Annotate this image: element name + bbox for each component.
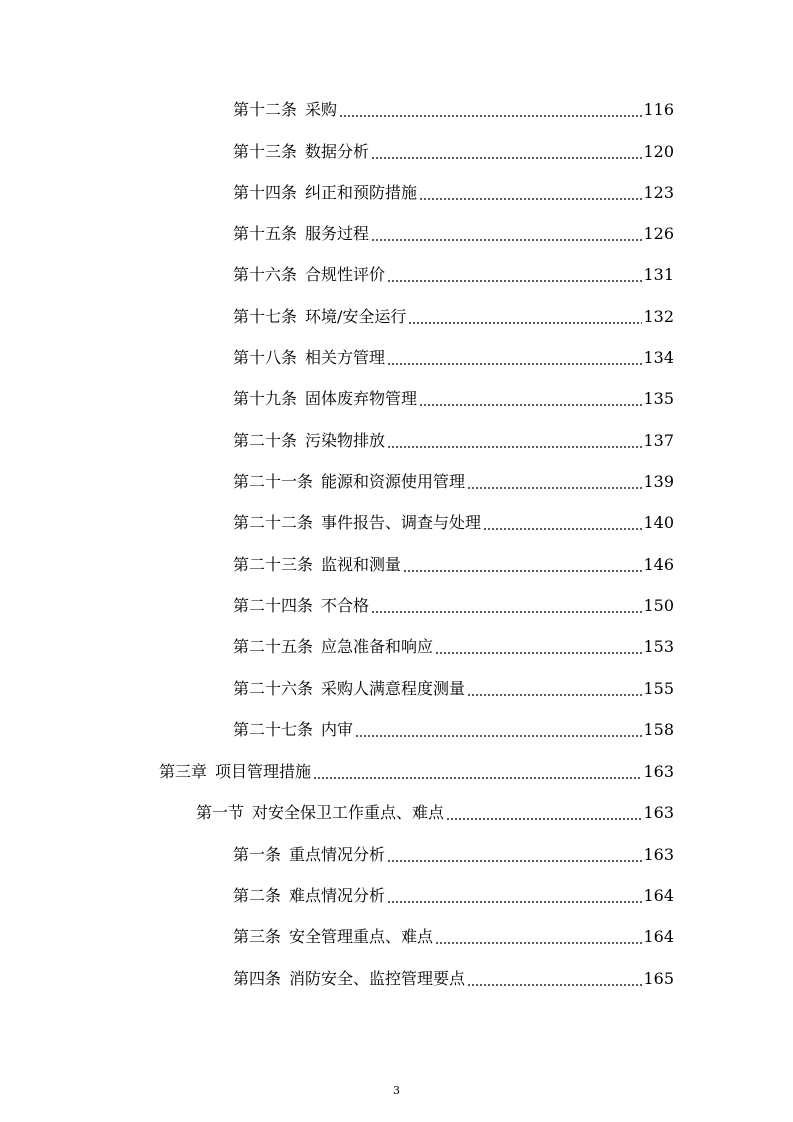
- dot-leader: [387, 901, 642, 903]
- toc-entry-number: 第二十三条: [233, 555, 314, 574]
- page-number: 3: [393, 1084, 400, 1097]
- toc-entry-page: 153: [643, 637, 674, 656]
- toc-entry-number: 第十三条: [233, 142, 298, 161]
- toc-entry-number: 第二十条: [233, 431, 298, 450]
- toc-entry-chapter[interactable]: [159, 760, 674, 784]
- toc-entry-page: 116: [643, 100, 674, 119]
- toc-entry-title: 数据分析: [305, 142, 370, 161]
- toc-entry-title: 安全管理重点、难点: [289, 927, 434, 946]
- toc-entry[interactable]: [233, 718, 674, 742]
- toc-entry-page: 165: [643, 969, 674, 988]
- toc-entry-title: 服务过程: [305, 224, 370, 243]
- toc-entry-number: 第二十六条: [233, 679, 314, 698]
- toc-entry-page: 155: [643, 679, 674, 698]
- toc-entry-page: 140: [643, 513, 674, 532]
- toc-entry-page: 120: [643, 142, 674, 161]
- dot-leader: [419, 404, 642, 406]
- dot-leader: [408, 322, 642, 324]
- toc-entry[interactable]: [233, 140, 674, 164]
- toc-entry[interactable]: [233, 967, 674, 991]
- toc-entry[interactable]: [233, 843, 674, 867]
- toc-entry-title: 不合格: [321, 596, 370, 615]
- dot-leader: [371, 239, 642, 241]
- toc-entry[interactable]: [233, 553, 674, 577]
- toc-entry-number: 第四条: [233, 969, 282, 988]
- toc-entry-number: 第十九条: [233, 389, 298, 408]
- toc-entry[interactable]: [233, 470, 674, 494]
- dot-leader: [467, 694, 642, 696]
- toc-entry[interactable]: [233, 387, 674, 411]
- dot-leader: [387, 363, 642, 365]
- dot-leader: [403, 570, 642, 572]
- dot-leader: [446, 818, 642, 820]
- toc-entry-title: 环境/安全运行: [305, 307, 407, 326]
- toc-entry-page: 137: [643, 431, 674, 450]
- toc-entry-number: 第二十五条: [233, 637, 314, 656]
- toc-entry-page: 163: [643, 803, 674, 822]
- toc-entry-page: 134: [643, 348, 674, 367]
- toc-entry-page: 139: [643, 472, 674, 491]
- toc-entry-title: 污染物排放: [305, 431, 386, 450]
- toc-entry-number: 第一节: [196, 803, 245, 822]
- toc-entry-number: 第二条: [233, 886, 282, 905]
- dot-leader: [483, 528, 642, 530]
- toc-entry-page: 164: [643, 927, 674, 946]
- dot-leader: [467, 487, 642, 489]
- toc-entry-title: 项目管理措施: [215, 762, 312, 781]
- toc-entry-number: 第十八条: [233, 348, 298, 367]
- toc-entry-page: 164: [643, 886, 674, 905]
- dot-leader: [435, 652, 642, 654]
- toc-entry-title: 相关方管理: [305, 348, 386, 367]
- toc-entry-page: 132: [643, 307, 674, 326]
- toc-entry-title: 事件报告、调查与处理: [321, 513, 482, 532]
- toc-entry-page: 123: [643, 183, 674, 202]
- dot-leader: [339, 115, 642, 117]
- toc-entry-title: 对安全保卫工作重点、难点: [252, 803, 445, 822]
- toc-entry-title: 难点情况分析: [289, 886, 386, 905]
- toc-entry[interactable]: [233, 511, 674, 535]
- toc-entry-number: 第三条: [233, 927, 282, 946]
- toc-entry-number: 第三章: [159, 762, 208, 781]
- toc-entry-page: 158: [643, 720, 674, 739]
- toc-entry-title: 重点情况分析: [289, 845, 386, 864]
- dot-leader: [313, 777, 642, 779]
- toc-entry-number: 第十二条: [233, 100, 298, 119]
- toc-entry-title: 内审: [321, 720, 354, 739]
- toc-entry[interactable]: [233, 222, 674, 246]
- toc-entry-title: 采购: [305, 100, 338, 119]
- dot-leader: [387, 280, 642, 282]
- toc-entry-page: 131: [643, 265, 674, 284]
- toc-entry-section[interactable]: [196, 801, 674, 825]
- dot-leader: [435, 942, 642, 944]
- toc-entry-number: 第一条: [233, 845, 282, 864]
- toc-entry[interactable]: [233, 263, 674, 287]
- toc-entry-page: 163: [643, 845, 674, 864]
- toc-entry-number: 第二十二条: [233, 513, 314, 532]
- toc-entry[interactable]: [233, 677, 674, 701]
- toc-entry-title: 消防安全、监控管理要点: [289, 969, 466, 988]
- dot-leader: [387, 860, 642, 862]
- toc-entry-number: 第十四条: [233, 183, 298, 202]
- toc-entry-number: 第十五条: [233, 224, 298, 243]
- toc-entry[interactable]: [233, 181, 674, 205]
- dot-leader: [467, 984, 642, 986]
- toc-entry[interactable]: [233, 635, 674, 659]
- dot-leader: [355, 735, 642, 737]
- toc-entry-title: 采购人满意程度测量: [321, 679, 466, 698]
- toc-entry[interactable]: [233, 98, 674, 122]
- toc-entry-page: 163: [643, 762, 674, 781]
- dot-leader: [371, 611, 642, 613]
- toc-entry-page: 126: [643, 224, 674, 243]
- toc-entry-number: 第二十七条: [233, 720, 314, 739]
- toc-entry[interactable]: [233, 594, 674, 618]
- toc-entry-page: 135: [643, 389, 674, 408]
- toc-entry[interactable]: [233, 925, 674, 949]
- toc-entry-page: 146: [643, 555, 674, 574]
- toc-entry-number: 第二十一条: [233, 472, 314, 491]
- toc-entry-number: 第十七条: [233, 307, 298, 326]
- toc-entry[interactable]: [233, 305, 674, 329]
- dot-leader: [371, 157, 642, 159]
- dot-leader: [387, 446, 642, 448]
- toc-entry-title: 监视和测量: [321, 555, 402, 574]
- toc-entry-number: 第十六条: [233, 265, 298, 284]
- toc-entry-number: 第二十四条: [233, 596, 314, 615]
- toc-entry-title: 纠正和预防措施: [305, 183, 418, 202]
- toc-entry-page: 150: [643, 596, 674, 615]
- toc-entry-title: 合规性评价: [305, 265, 386, 284]
- dot-leader: [419, 198, 642, 200]
- toc-entry-title: 应急准备和响应: [321, 637, 434, 656]
- toc-entry-title: 能源和资源使用管理: [321, 472, 466, 491]
- toc-entry[interactable]: [233, 346, 674, 370]
- toc-entry-title: 固体废弃物管理: [305, 389, 418, 408]
- toc-entry[interactable]: [233, 429, 674, 453]
- toc-entry[interactable]: [233, 884, 674, 908]
